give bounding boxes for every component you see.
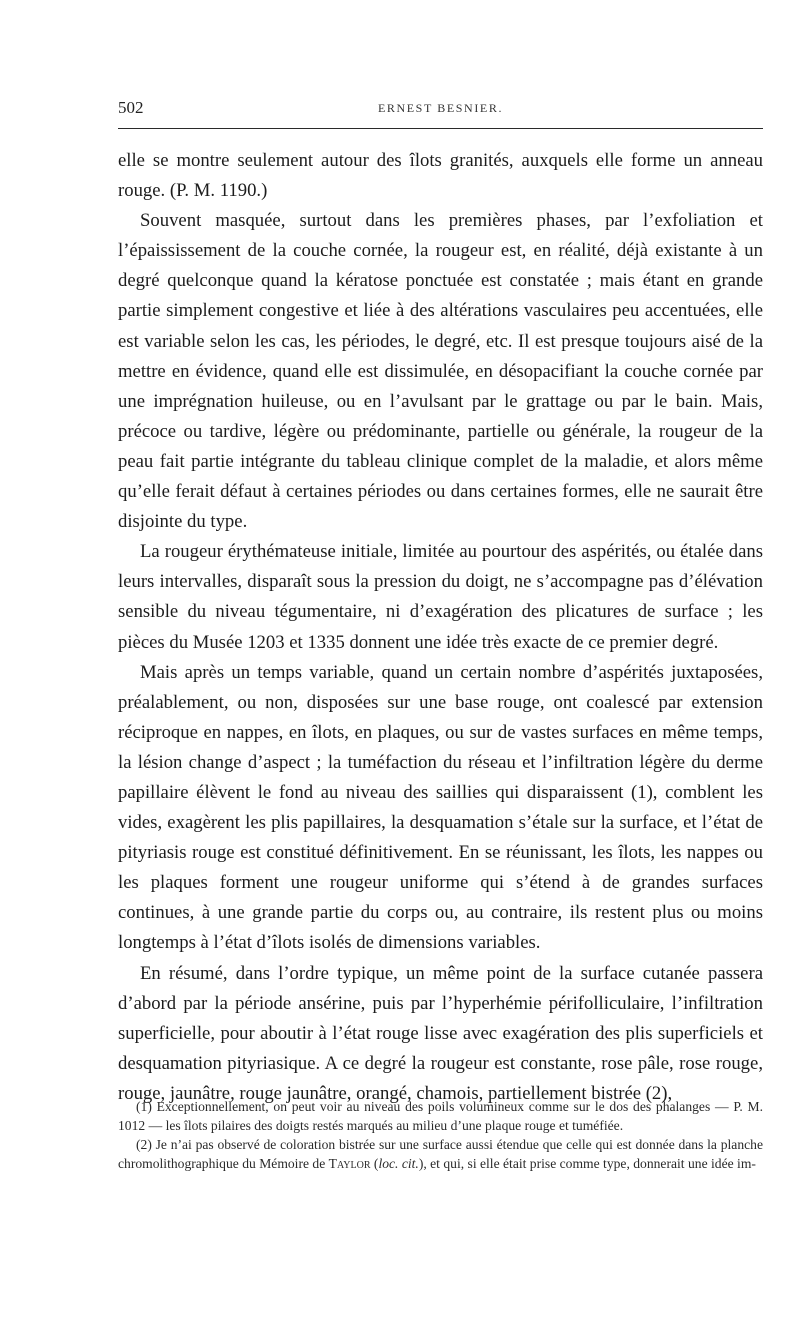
footnote-2: (2) Je n’ai pas observé de coloration bistrée sur une surface aussi étendue que celle qui est donnée dans la planche chromolithographique du Mémoire de Taylor (loc. cit.), et qui, si elle était prise comme type, donnerait une idée im- xyxy=(118,1137,763,1171)
running-title: ERNEST BESNIER. xyxy=(377,101,504,115)
footnote-1: (1) Exceptionnellement, on peut voir au niveau des poils volumineux comme sur le dos des phalanges — P. M. 1012 — les îlots pilaires des doigts restés marqués au milieu d’une plaque rouge et tuméfiée. xyxy=(118,1099,763,1133)
footnote-2-text: (2) Je n’ai pas observé de coloration bistrée sur une surface aussi étendue que celle qui est donnée dans la planche chromolithographique du Mémoire de xyxy=(118,1137,763,1171)
paragraph-1: elle se montre seulement autour des îlots granités, auxquels elle forme un anneau rouge. (P. M. 1190.) xyxy=(118,150,763,202)
paragraph-3: La rougeur érythémateuse initiale, limitée au pourtour des aspérités, ou étalée dans leurs intervalles, disparaît sous la pression du doigt, ne s’accompagne pas d’élévation sensible du niveau tégumentaire, ni d’exagération des plicatures de surface ; les pièces du Musée 1203 et 1335 donnent une idée très exacte de ce premier degré. xyxy=(118,541,763,653)
page-header xyxy=(118,98,763,120)
header-rule xyxy=(118,128,763,129)
footnotes xyxy=(118,1098,763,1173)
body-text xyxy=(118,146,763,1109)
page-number: 502 xyxy=(118,98,144,117)
footnote-2-continuation: ), et qui, si elle était prise comme type, donnerait une idée im- xyxy=(418,1155,756,1171)
paragraph-5: En résumé, dans l’ordre typique, un même point de la surface cutanée passera d’abord par la période ansérine, puis par l’hyperhémie périfolliculaire, l’infiltration superficielle, pour aboutir à l’état rouge lisse avec exagération des plis superficiels et desquamation pityriasique. A ce degré la rougeur est constante, rose pâle, rose rouge, rouge, jaunâtre, rouge jaunâtre, orangé, chamois, partiellement bistrée (2), xyxy=(118,962,763,1104)
paragraph-4: Mais après un temps variable, quand un certain nombre d’aspérités juxtaposées, préalablement, ou non, disposées sur une base rouge, ont coalescé par extension réciproque en nappes, en îlots, en plaques, ou sur de vastes surfaces en même temps, la lésion change d’aspect ; la tuméfaction du réseau et l’infiltration légère du derme papillaire élèvent le fond au niveau des saillies qui disparaissent (1), comblent les vides, exagèrent les plis papillaires, la desquamation s’étale sur la surface, et l’état de pityriasis rouge est constitué définitivement. En se réunissant, les îlots, les nappes ou les plaques forment une rougeur uniforme qui s’étend à de grandes surfaces continues, à une grande partie du corps ou, au contraire, ils restent plus ou moins longtemps à l’état d’îlots isolés de dimensions variables. xyxy=(118,661,763,954)
footnote-2-reference: loc. cit. xyxy=(378,1155,419,1171)
paragraph-2: Souvent masquée, surtout dans les premières phases, par l’exfoliation et l’épaississement de la couche cornée, la rougeur est, en réalité, déjà existante à un degré quelconque quand la kératose ponctuée est constatée ; mais étant en grande partie simplement congestive et liée à des altérations vasculaires peu accentuées, elle est variable selon les cas, les périodes, le degré, etc. Il est presque toujours aisé de la mettre en évidence, quand elle est dissimulée, en désopacifiant la couche cornée par une imprégnation huileuse, ou en l’avulsant par le grattage ou par le bain. Mais, précoce ou tardive, légère ou prédominante, partielle ou générale, la rougeur de la peau fait partie intégrante du tableau clinique complet de la maladie, et alors même qu’elle ferait défaut à certaines périodes ou dans certaines formes, elle ne saurait être disjointe du type. xyxy=(118,210,763,533)
footnote-2-author: Taylor xyxy=(328,1155,371,1171)
